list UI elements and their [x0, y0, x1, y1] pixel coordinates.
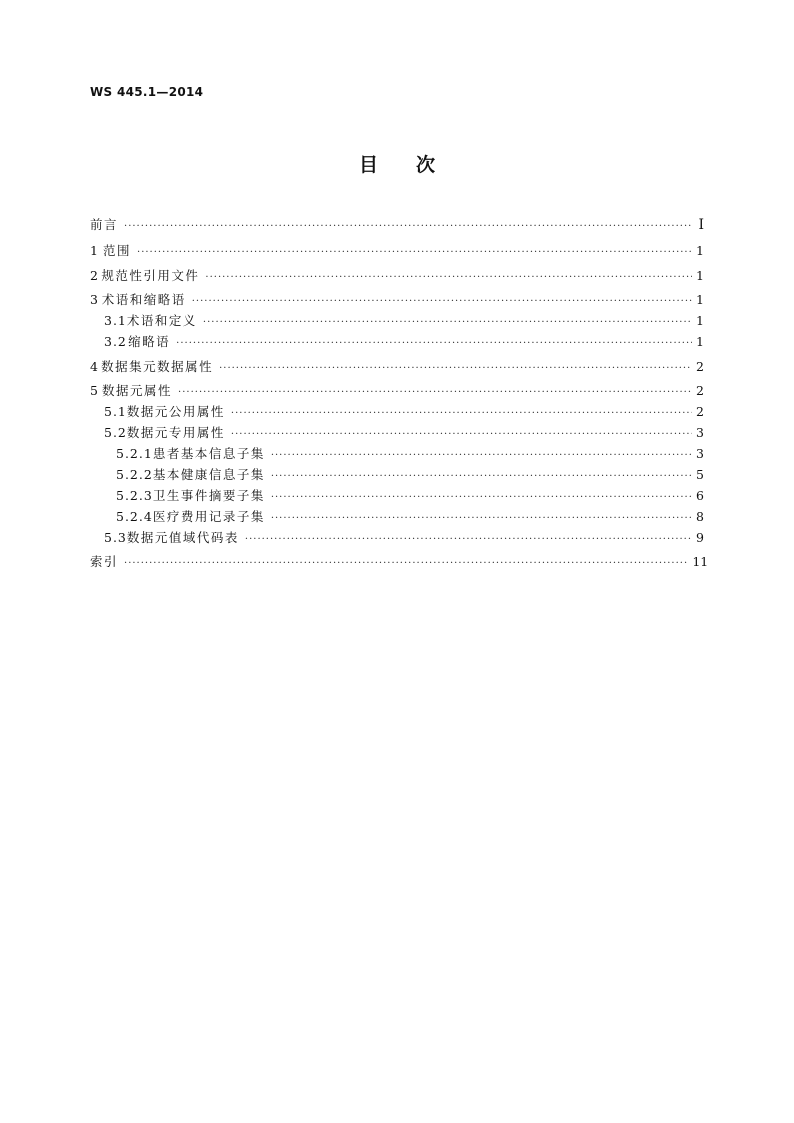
- toc-entry-page: 2: [696, 404, 704, 419]
- toc-entry-5-2-2[interactable]: [116, 466, 704, 484]
- toc-entry-label: 数据元属性: [102, 383, 173, 398]
- toc-entry-3[interactable]: [90, 291, 704, 309]
- toc-entry-5-2-3[interactable]: [116, 487, 704, 505]
- toc-title: [0, 150, 794, 177]
- toc-entry-label: 术语和定义: [126, 313, 197, 328]
- toc-entry-4[interactable]: [90, 358, 704, 376]
- toc-entry-label: 数据元值域代码表: [126, 530, 239, 545]
- toc-entry-number: 1: [90, 243, 99, 258]
- toc-entry-1[interactable]: [90, 242, 704, 260]
- toc-entry-number: 3: [90, 292, 99, 307]
- toc-entry-label: 缩略语: [128, 334, 171, 349]
- document-code: WS 445.1—2014: [90, 85, 204, 99]
- toc-entry-label: 范围: [103, 243, 132, 258]
- toc-entry-number: 5.2.3: [116, 488, 153, 503]
- toc-entry-label: 患者基本信息子集: [152, 446, 265, 461]
- toc-entry-page: 3: [696, 446, 704, 461]
- toc-entry-page: 1: [696, 292, 704, 307]
- toc-entry-page: 1: [696, 268, 704, 283]
- toc-entry-index[interactable]: [90, 553, 709, 571]
- toc-entry-page: 2: [696, 359, 704, 374]
- toc-entry-page: 1: [696, 313, 704, 328]
- toc-entry-5-2-1[interactable]: [116, 445, 704, 463]
- toc-entry-3-1[interactable]: [104, 312, 704, 330]
- toc-entry-label: 数据元专用属性: [126, 425, 225, 440]
- toc-entry-label: 基本健康信息子集: [152, 467, 265, 482]
- toc-entry-page: 8: [696, 509, 704, 524]
- toc-entry-label: 医疗费用记录子集: [152, 509, 265, 524]
- toc-title-part1: 目: [358, 154, 378, 176]
- toc-entry-number: 3.1: [104, 313, 127, 328]
- toc-entry-page: 5: [696, 467, 704, 482]
- toc-entry-label: 索引: [90, 554, 119, 569]
- toc-entry-number: 4: [90, 359, 99, 374]
- toc-entry-foreword[interactable]: [90, 216, 704, 234]
- toc-entry-page: 2: [696, 383, 704, 398]
- toc-entry-number: 5.3: [104, 530, 127, 545]
- toc-entry-page: 3: [696, 425, 704, 440]
- toc-entry-number: 2: [90, 268, 99, 283]
- toc-entry-number: 5: [90, 383, 99, 398]
- toc-title-part2: 次: [416, 154, 436, 176]
- toc-entry-page: 6: [696, 488, 704, 503]
- toc-entry-label: 前言: [90, 217, 119, 232]
- toc-entry-5-2[interactable]: [104, 424, 704, 442]
- toc-entry-page: Ⅰ: [698, 217, 704, 233]
- toc-entry-page: 11: [692, 554, 709, 569]
- toc-entry-5-3[interactable]: [104, 529, 704, 547]
- toc-entry-page: 1: [696, 243, 704, 258]
- toc-entry-number: 5.1: [104, 404, 127, 419]
- toc-entry-page: 1: [696, 334, 704, 349]
- toc-entry-label: 术语和缩略语: [101, 292, 186, 307]
- toc-entry-number: 5.2.1: [116, 446, 153, 461]
- toc-entry-number: 3.2: [104, 334, 127, 349]
- toc-entry-number: 5.2.4: [116, 509, 153, 524]
- toc-entry-page: 9: [696, 530, 704, 545]
- toc-entry-label: 数据元公用属性: [126, 404, 225, 419]
- toc-entry-number: 5.2: [104, 425, 127, 440]
- toc-entry-label: 数据集元数据属性: [101, 359, 214, 374]
- toc-entry-label: 卫生事件摘要子集: [152, 488, 265, 503]
- toc-entry-5[interactable]: [90, 382, 704, 400]
- toc-entry-3-2[interactable]: [104, 333, 704, 351]
- toc-entry-5-1[interactable]: [104, 403, 704, 421]
- toc-entry-5-2-4[interactable]: [116, 508, 704, 526]
- toc-entry-2[interactable]: [90, 267, 704, 285]
- toc-entry-number: 5.2.2: [116, 467, 153, 482]
- toc-entry-label: 规范性引用文件: [101, 268, 200, 283]
